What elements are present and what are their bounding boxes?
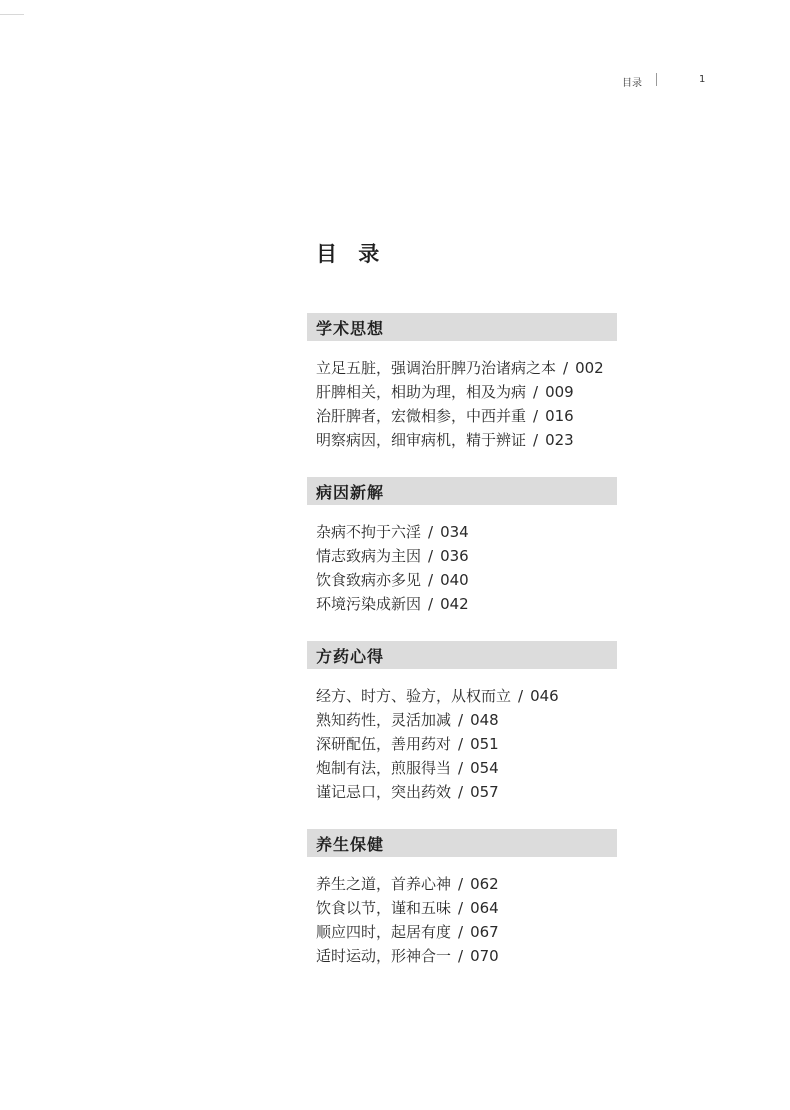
toc-entry[interactable] [307, 708, 617, 732]
entry-page: 040 [440, 571, 469, 589]
corner-crop-mark [0, 14, 24, 15]
page-number: 1 [699, 74, 706, 85]
toc-entry[interactable] [307, 732, 617, 756]
entry-page: 002 [575, 359, 604, 377]
entry-separator: / [563, 359, 569, 377]
entry-page: 046 [530, 687, 559, 705]
entry-title: 饮食致病亦多见 [316, 571, 422, 589]
entry-separator: / [458, 947, 464, 965]
entry-page: 042 [440, 595, 469, 613]
toc-entry[interactable] [307, 944, 617, 968]
toc-section-etiology [307, 477, 617, 616]
entry-title: 顺应四时，起居有度 [316, 923, 452, 941]
entry-title: 熟知药性，灵活加减 [316, 711, 452, 729]
entry-separator: / [428, 571, 434, 589]
entry-page: 034 [440, 523, 469, 541]
section-header-bar [307, 477, 617, 505]
toc-entry[interactable] [307, 520, 617, 544]
table-of-contents [307, 313, 617, 993]
toc-entry[interactable] [307, 356, 617, 380]
entry-page: 051 [470, 735, 499, 753]
entry-separator: / [428, 547, 434, 565]
entry-page: 067 [470, 923, 499, 941]
section-header-bar [307, 641, 617, 669]
entry-page: 036 [440, 547, 469, 565]
entry-title: 治肝脾者，宏微相参，中西并重 [316, 407, 527, 425]
entry-title: 情志致病为主因 [316, 547, 422, 565]
toc-entry[interactable] [307, 544, 617, 568]
toc-entry[interactable] [307, 684, 617, 708]
entry-separator: / [533, 407, 539, 425]
entry-title: 明察病因，细审病机，精于辨证 [316, 431, 527, 449]
entry-title: 炮制有法，煎服得当 [316, 759, 452, 777]
entry-title: 养生之道，首养心神 [316, 875, 452, 893]
entry-page: 070 [470, 947, 499, 965]
toc-section-health-preservation [307, 829, 617, 968]
entry-page: 009 [545, 383, 574, 401]
entry-separator: / [458, 735, 464, 753]
section-title: 病因新解 [316, 482, 385, 502]
toc-entry[interactable] [307, 896, 617, 920]
entry-separator: / [458, 899, 464, 917]
entry-title: 杂病不拘于六淫 [316, 523, 422, 541]
toc-section-academic-thought [307, 313, 617, 452]
running-header-title: 目录 [622, 78, 642, 89]
entry-separator: / [458, 759, 464, 777]
entry-page: 048 [470, 711, 499, 729]
section-title: 养生保健 [316, 834, 385, 854]
entry-page: 057 [470, 783, 499, 801]
entry-title: 谨记忌口，突出药效 [316, 783, 452, 801]
toc-entry[interactable] [307, 756, 617, 780]
entry-separator: / [428, 523, 434, 541]
entry-separator: / [458, 711, 464, 729]
entry-title: 饮食以节，谨和五味 [316, 899, 452, 917]
toc-entry[interactable] [307, 780, 617, 804]
toc-entry[interactable] [307, 380, 617, 404]
toc-entry[interactable] [307, 920, 617, 944]
entry-separator: / [533, 431, 539, 449]
entry-title: 肝脾相关，相助为理，相及为病 [316, 383, 527, 401]
toc-entry[interactable] [307, 428, 617, 452]
entry-page: 054 [470, 759, 499, 777]
entry-title: 深研配伍，善用药对 [316, 735, 452, 753]
section-header-bar [307, 313, 617, 341]
entry-separator: / [458, 783, 464, 801]
page-title: 目 录 [316, 241, 387, 266]
running-header-divider [656, 73, 657, 86]
entry-separator: / [533, 383, 539, 401]
section-title: 方药心得 [316, 646, 385, 666]
toc-entry[interactable] [307, 872, 617, 896]
running-header [600, 72, 710, 90]
entry-separator: / [458, 923, 464, 941]
entry-separator: / [458, 875, 464, 893]
toc-entry[interactable] [307, 592, 617, 616]
toc-section-prescriptions [307, 641, 617, 804]
entry-title: 立足五脏，强调治肝脾乃治诸病之本 [316, 359, 557, 377]
entry-separator: / [428, 595, 434, 613]
entry-page: 016 [545, 407, 574, 425]
entry-title: 经方、时方、验方，从权而立 [316, 687, 512, 705]
toc-entry[interactable] [307, 404, 617, 428]
entry-title: 适时运动，形神合一 [316, 947, 452, 965]
entry-page: 062 [470, 875, 499, 893]
section-title: 学术思想 [316, 318, 385, 338]
entry-page: 064 [470, 899, 499, 917]
entry-separator: / [518, 687, 524, 705]
toc-entry[interactable] [307, 568, 617, 592]
entry-title: 环境污染成新因 [316, 595, 422, 613]
section-header-bar [307, 829, 617, 857]
entry-page: 023 [545, 431, 574, 449]
